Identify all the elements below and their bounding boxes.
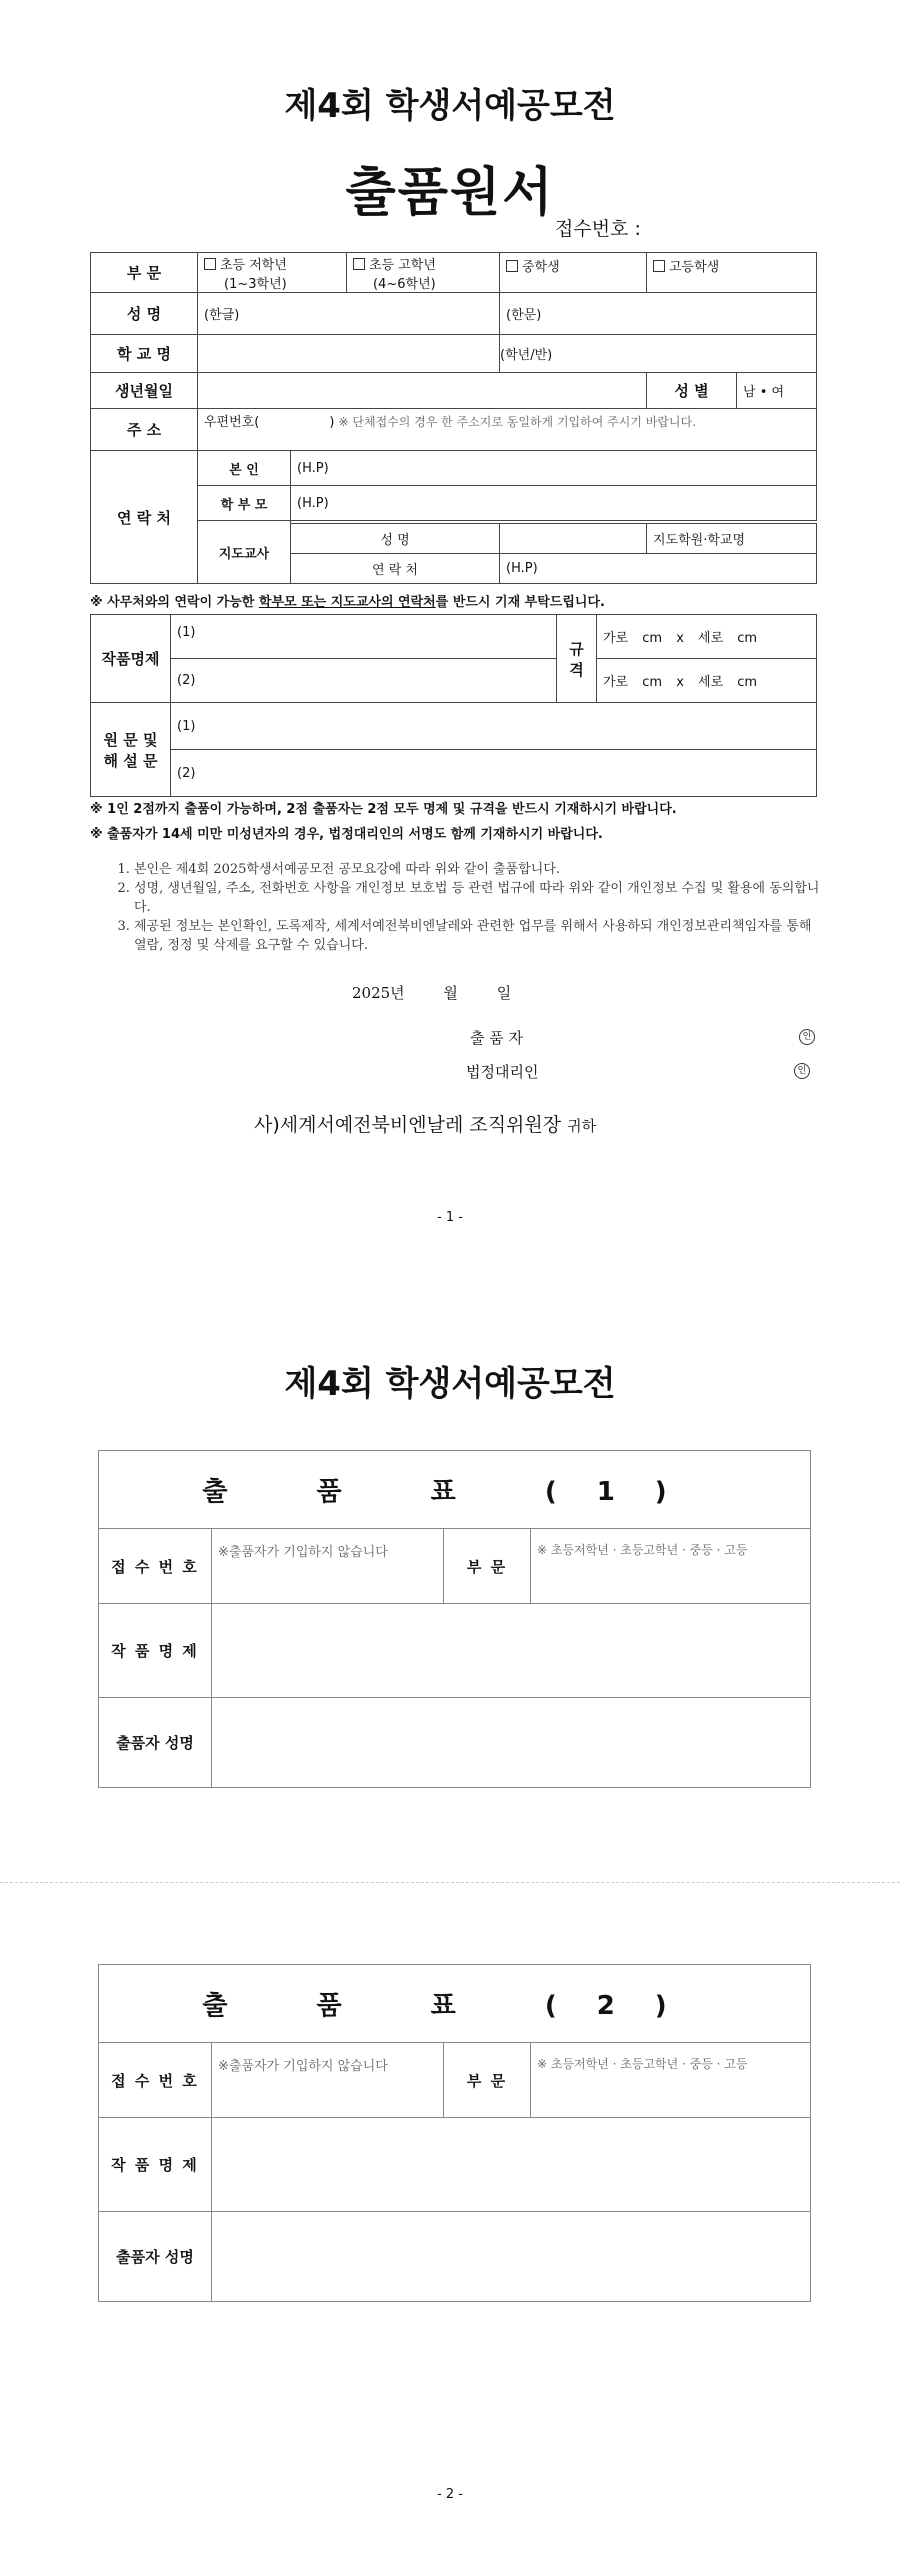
receipt-number-field: ※출품자가 기입하지 않습니다: [212, 2043, 444, 2118]
gender-label: 성 별: [647, 373, 737, 409]
teacher-academy-label[interactable]: 지도학원·학교명: [647, 524, 817, 554]
contact-note: ※ 사무처와의 연락이 가능한 학부모 또는 지도교사의 연락처를 반드시 기재 부탁드립니다.: [90, 595, 605, 610]
division-options[interactable]: ※ 초등저학년 · 초등고학년 · 중등 · 고등: [531, 2043, 811, 2118]
division-label: 부 문: [444, 1529, 531, 1604]
gender-field[interactable]: 남 • 여: [737, 373, 817, 409]
teacher-contact-field[interactable]: (H.P): [500, 554, 817, 584]
seal-icon: 인: [794, 1063, 810, 1079]
checkbox-icon[interactable]: [506, 260, 518, 272]
entrant-name-field[interactable]: [212, 1698, 811, 1788]
address-note: ※ 단체접수의 경우 한 주소지로 동일하게 기입하여 주시기 바랍니다.: [338, 415, 696, 429]
entrant-name-field[interactable]: [212, 2212, 811, 2302]
form-title: 출품원서: [345, 163, 555, 223]
checkbox-icon[interactable]: [653, 260, 665, 272]
addressee: 사)세계서예전북비엔날레 조직위원장 귀하: [254, 1114, 597, 1136]
works-table: [90, 614, 817, 797]
original-text-2[interactable]: (2): [171, 750, 817, 797]
date-line: 2025년 월 일: [352, 984, 512, 1002]
work-title-field[interactable]: [212, 2118, 811, 2212]
page-divider: [0, 1882, 900, 1883]
entry-card-title: 출 품 표 (2): [99, 1965, 811, 2043]
original-text-label: 원 문 및 해 설 문: [91, 703, 171, 797]
teacher-name-label: 성 명: [291, 524, 500, 554]
work-title-label: 작 품 명 제: [99, 1604, 212, 1698]
school-field[interactable]: [198, 335, 500, 373]
consent-list: [112, 860, 822, 955]
name-korean-field[interactable]: (한글): [198, 293, 500, 335]
contact-parent-label: 학 부 모: [198, 486, 291, 521]
receipt-number-label: 접수번호 :: [555, 218, 641, 240]
receipt-number-label: 접 수 번 호: [99, 1529, 212, 1604]
seal-icon: 인: [799, 1029, 815, 1045]
entrant-name-label: 출품자 성명: [99, 1698, 212, 1788]
name-hanja-field[interactable]: (한문): [500, 293, 817, 335]
address-label: 주 소: [91, 409, 198, 451]
division-option-high[interactable]: 고등학생: [647, 253, 817, 293]
contact-label: 연 락 처: [91, 451, 198, 584]
address-field[interactable]: 우편번호( ) ※ 단체접수의 경우 한 주소지로 동일하게 기입하여 주시기 바랍니다.: [198, 409, 817, 451]
work-title-label: 작 품 명 제: [99, 2118, 212, 2212]
note-1: ※ 1인 2점까지 출품이 가능하며, 2점 출품자는 2점 모두 명제 및 규격을 반드시 기재하시기 바랍니다.: [90, 802, 677, 817]
teacher-contact-label: 연 락 처: [291, 554, 500, 584]
note-2: ※ 출품자가 14세 미만 미성년자의 경우, 법정대리인의 서명도 함께 기재하시기 바랍니다.: [90, 827, 603, 842]
consent-item: 3. 제공된 정보는 본인확인, 도록제작, 세계서예전북비엔날레와 관련한 업무를 위해서 사용하되 개인정보관리책임자를 통해 열람, 정정 및 삭제를 요구할 수 있습니다.: [134, 917, 822, 955]
consent-item: 1. 본인은 제4회 2025학생서예공모전 공모요강에 따라 위와 같이 출품합니다.: [134, 860, 822, 879]
work-title-field[interactable]: [212, 1604, 811, 1698]
work-spec-1[interactable]: 가로 cm x 세로 cm: [597, 615, 817, 659]
guardian-label: 법정대리인: [466, 1063, 539, 1081]
entrant-name-label: 출품자 성명: [99, 2212, 212, 2302]
works-title-label: 작품명제: [91, 615, 171, 703]
division-option-upper[interactable]: 초등 고학년 (4~6학년): [347, 253, 500, 293]
work-spec-2[interactable]: 가로 cm x 세로 cm: [597, 659, 817, 703]
contact-parent-field[interactable]: (H.P): [291, 486, 817, 521]
consent-item: 2. 성명, 생년월일, 주소, 전화번호 사항을 개인정보 보호법 등 관련 법규에 따라 위와 같이 개인정보 수집 및 활용에 동의합니다.: [134, 879, 822, 917]
teacher-name-field[interactable]: [500, 524, 647, 554]
entry-card-title: 출 품 표 (1): [99, 1451, 811, 1529]
school-label: 학 교 명: [91, 335, 198, 373]
entry-card-1: [98, 1450, 811, 1788]
entry-card-2: [98, 1964, 811, 2302]
division-option-middle[interactable]: 중학생: [500, 253, 647, 293]
spec-label: 규 격: [557, 615, 597, 703]
contact-teacher-label: 지도교사: [198, 521, 291, 584]
contact-self-field[interactable]: (H.P): [291, 451, 817, 486]
birth-label: 생년월일: [91, 373, 198, 409]
signer-label: 출 품 자: [470, 1029, 524, 1047]
receipt-number-label: 접 수 번 호: [99, 2043, 212, 2118]
receipt-number-field: ※출품자가 기입하지 않습니다: [212, 1529, 444, 1604]
page2-contest-title: 제4회 학생서예공모전: [284, 1364, 616, 1404]
contest-title: 제4회 학생서예공모전: [284, 86, 616, 126]
division-options[interactable]: ※ 초등저학년 · 초등고학년 · 중등 · 고등: [531, 1529, 811, 1604]
postal-code-label: 우편번호(: [204, 415, 260, 430]
name-label: 성 명: [91, 293, 198, 335]
page-number-2: - 2 -: [437, 2487, 463, 2502]
work-title-1[interactable]: (1): [171, 615, 557, 659]
birth-field[interactable]: [198, 373, 647, 409]
grade-field[interactable]: (학년/반): [500, 335, 817, 373]
work-title-2[interactable]: (2): [171, 659, 557, 703]
page-number-1: - 1 -: [437, 1210, 463, 1225]
division-label: 부 문: [91, 253, 198, 293]
checkbox-icon[interactable]: [353, 258, 365, 270]
division-option-lower[interactable]: 초등 저학년 (1~3학년): [198, 253, 347, 293]
checkbox-icon[interactable]: [204, 258, 216, 270]
contact-self-label: 본 인: [198, 451, 291, 486]
division-label: 부 문: [444, 2043, 531, 2118]
original-text-1[interactable]: (1): [171, 703, 817, 750]
application-form-table: [90, 252, 817, 584]
